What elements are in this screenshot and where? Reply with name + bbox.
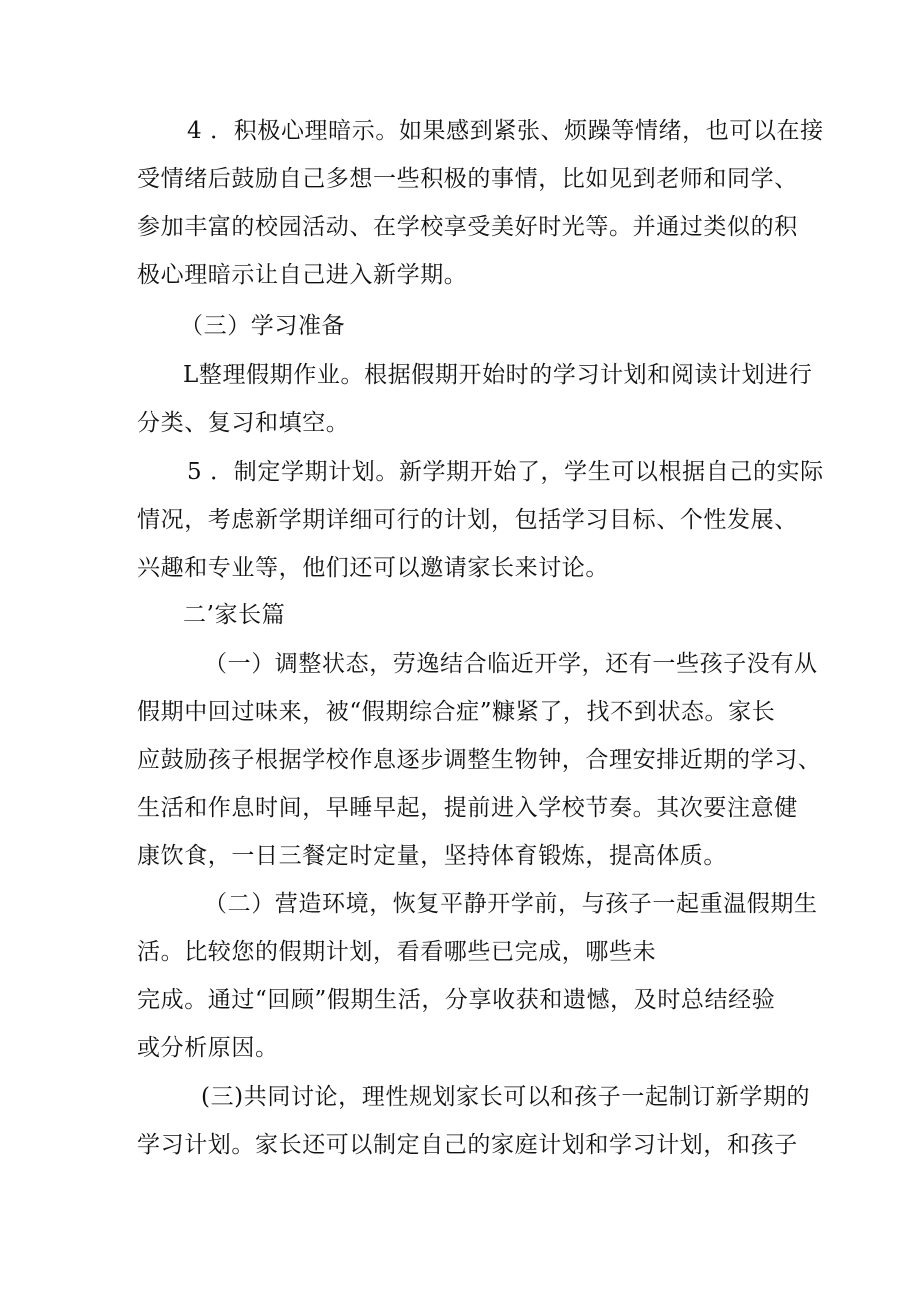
text-line: 康饮食，一日三餐定时定量，坚持体育锻炼，提高体质。 xyxy=(137,843,727,869)
text-line: 5 ．制定学期计划。新学期开始了，学生可以根据自己的实际 xyxy=(187,459,824,485)
text-line: 受情绪后鼓励自己多想一些积极的事情，比如见到老师和同学、 xyxy=(137,166,798,192)
section-heading: （三）学习准备 xyxy=(180,313,346,339)
text-line: （二）营造环境，恢复平静开学前，与孩子一起重温假期生 xyxy=(204,891,818,917)
text-line: 活。比较您的假期计划，看看哪些已完成，哪些未 xyxy=(137,939,657,965)
text-line: 应鼓励孩子根据学校作息逐步调整生物钟，合理安排近期的学习、 xyxy=(137,747,822,773)
section-heading: 二’家长篇 xyxy=(183,602,286,628)
text-line: 4 ．积极心理暗示。如果感到紧张、烦躁等情绪，也可以在接 xyxy=(187,118,824,144)
text-line: 参加丰富的校园活动、在学校享受美好时光等。并通过类似的积 xyxy=(137,214,798,240)
text-line: 分类、复习和填空。 xyxy=(137,410,350,436)
text-line: 极心理暗示让自己进入新学期。 xyxy=(137,262,468,288)
text-line: (三)共同讨论，理性规划家长可以和孩子一起制订新学期的 xyxy=(201,1084,811,1110)
text-line: 兴趣和专业等，他们还可以邀请家长来讨论。 xyxy=(137,555,609,581)
text-line: 或分析原因。 xyxy=(137,1035,279,1061)
text-line: 生活和作息时间，早睡早起，提前进入学校节奏。其次要注意健 xyxy=(137,795,798,821)
text-line: （一）调整状态，劳逸结合临近开学，还有一些孩子没有从 xyxy=(204,651,818,677)
text-line: L整理假期作业。根据假期开始时的学习计划和阅读计划进行 xyxy=(183,362,813,388)
text-line: 假期中回过味来，被“假期综合症”糠紧了，找不到状态。家长 xyxy=(137,699,776,725)
text-line: 学习计划。家长还可以制定自己的家庭计划和学习计划，和孩子 xyxy=(137,1132,798,1158)
text-line: 情况，考虑新学期详细可行的计划，包括学习目标、个性发展、 xyxy=(137,507,798,533)
text-line: 完成。通过“回顾”假期生活，分享收获和遗憾，及时总结经验 xyxy=(137,987,776,1013)
